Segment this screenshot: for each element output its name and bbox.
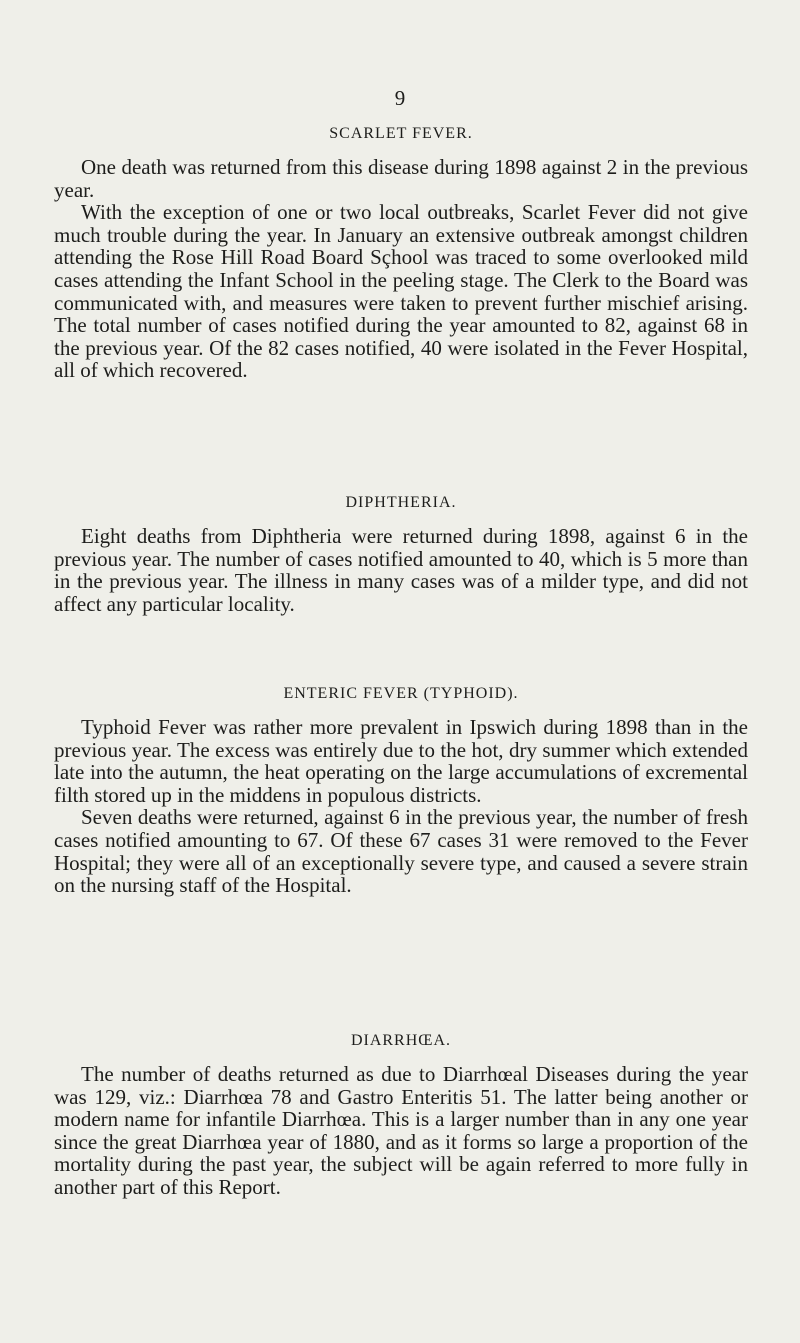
paragraph: Eight deaths from Diphtheria were returned during 1898, against 6 in the previous year. The number of cases notified amounted to 40, which is 5 more than in the previous year. The illness in many cases was of a milder type, and did not affect any particular locality. (54, 524, 748, 616)
section-scarlet-fever (54, 124, 748, 382)
section-diphtheria (54, 493, 748, 615)
paragraph: One death was returned from this disease during 1898 against 2 in the previous year. (54, 155, 748, 202)
section-diarrhoea (54, 1031, 748, 1199)
page-number: 9 (394, 86, 406, 110)
paragraph: Typhoid Fever was rather more prevalent in Ipswich during 1898 than in the previous year. The excess was entirely due to the hot, dry summer which extended late into the autumn, the heat operating on the large accumulations of excremental filth stored up in the middens in populous districts. (54, 715, 748, 807)
section-enteric-fever (54, 684, 748, 897)
paragraph: With the exception of one or two local outbreaks, Scarlet Fever did not give much trouble during the year. In January an extensive outbreak amongst children attending the Rose Hill Road Board Sçhool was traced to some overlooked mild cases attending the Infant School in the peeling stage. The Clerk to the Board was communicated with, and measures were taken to prevent further mischief arising. The total number of cases notified during the year amounted to 82, against 68 in the previous year. Of the 82 cases notified, 40 were isolated in the Fever Hospital, all of which recovered. (54, 200, 748, 383)
section-heading: SCARLET FEVER. (329, 125, 473, 142)
paragraph: The number of deaths returned as due to Diarrhœal Diseases during the year was 129, viz.: Diarrhœa 78 and Gastro Enteritis 51. The latter being another or modern name for infantile Diarrhœa. This is a larger number than in any one year since the great Diarrhœa year of 1880, and as it forms so large a proportion of the mortality during the past year, the subject will be again referred to more fully in another part of this Report. (54, 1062, 748, 1199)
paragraph: Seven deaths were returned, against 6 in the previous year, the number of fresh cases notified amounting to 67. Of these 67 cases 31 were removed to the Fever Hospital; they were all of an exceptionally severe type, and caused a severe strain on the nursing staff of the Hospital. (54, 805, 748, 898)
section-heading: ENTERIC FEVER (TYPHOID). (283, 685, 519, 702)
section-heading: DIARRHŒA. (350, 1032, 452, 1049)
section-heading: DIPHTHERIA. (345, 494, 457, 511)
